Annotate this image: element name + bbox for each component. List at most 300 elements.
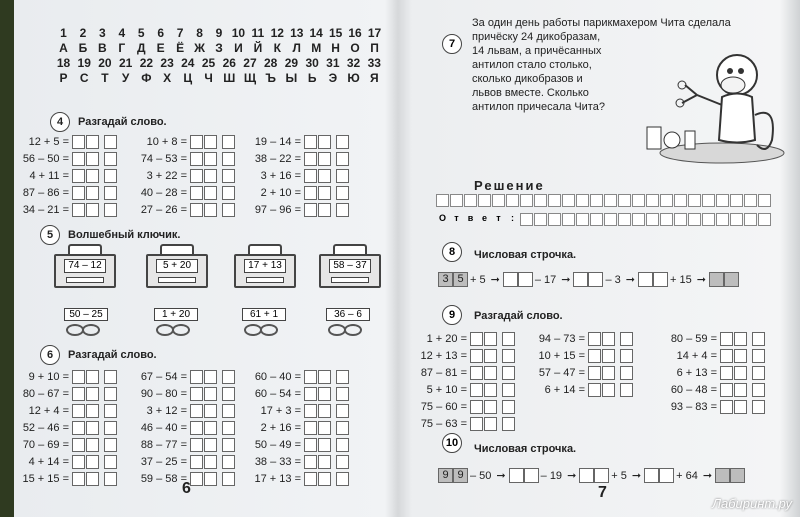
answer-digit-box[interactable]: [304, 169, 317, 183]
answer-digit-box[interactable]: [204, 387, 217, 401]
task4-column-3: [246, 133, 350, 218]
answer-digit-box[interactable]: [588, 366, 601, 380]
letter-box[interactable]: [336, 387, 349, 401]
letter-box[interactable]: [104, 135, 117, 149]
answer-digit-box[interactable]: [304, 438, 317, 452]
equation-row: [530, 330, 634, 347]
equation-row: [14, 184, 118, 201]
result-digit-box[interactable]: [724, 272, 739, 287]
answer-digit-box[interactable]: [318, 387, 331, 401]
grid-cell[interactable]: [576, 194, 589, 207]
alphabet-cell: 32: [346, 56, 361, 70]
task-title: Волшебный ключик.: [68, 229, 181, 241]
answer-digit-box[interactable]: [734, 349, 747, 363]
grid-cell[interactable]: [520, 194, 533, 207]
answer-grid-row: [436, 213, 772, 226]
grid-cell[interactable]: [478, 194, 491, 207]
letter-box[interactable]: [104, 152, 117, 166]
answer-digit-box[interactable]: [484, 366, 497, 380]
grid-cell[interactable]: [590, 213, 603, 226]
grid-cell[interactable]: [716, 213, 729, 226]
answer-digit-box[interactable]: [588, 332, 601, 346]
answer-digit-box[interactable]: [470, 383, 483, 397]
task9-header: [474, 310, 563, 322]
grid-cell[interactable]: [548, 194, 561, 207]
grid-cell[interactable]: [520, 213, 533, 226]
answer-digit-box[interactable]: [304, 421, 317, 435]
letter-box[interactable]: [502, 332, 515, 346]
letter-box[interactable]: [104, 438, 117, 452]
alphabet-cell: 12: [270, 26, 284, 40]
letter-box[interactable]: [336, 472, 349, 486]
grid-cell[interactable]: [534, 194, 547, 207]
letter-box[interactable]: [104, 203, 117, 217]
answer-digit-box[interactable]: [86, 135, 99, 149]
task-number-badge: 5: [40, 225, 60, 245]
key-rings-icon: [66, 324, 106, 336]
equation-row: [530, 347, 634, 364]
grid-cell[interactable]: [660, 194, 673, 207]
grid-cell[interactable]: [744, 213, 757, 226]
grid-cell[interactable]: [702, 213, 715, 226]
start-digit: 9: [438, 468, 453, 483]
letter-box[interactable]: [222, 455, 235, 469]
alphabet-cell: 22: [139, 56, 154, 70]
answer-digit-box[interactable]: [86, 370, 99, 384]
key-tag[interactable]: [320, 308, 376, 338]
letter-box[interactable]: [752, 332, 765, 346]
result-digit-box[interactable]: [524, 468, 539, 483]
grid-cell[interactable]: [506, 194, 519, 207]
letter-box[interactable]: [222, 421, 235, 435]
task8-number-chain: [438, 272, 739, 287]
answer-digit-box[interactable]: [86, 387, 99, 401]
equation-text: 38 – 22 =: [254, 152, 301, 165]
letter-box[interactable]: [502, 349, 515, 363]
answer-digit-box[interactable]: [484, 417, 497, 431]
answer-digit-box[interactable]: [86, 404, 99, 418]
answer-digit-box[interactable]: [720, 400, 733, 414]
answer-digit-box[interactable]: [318, 186, 331, 200]
letter-box[interactable]: [620, 366, 633, 380]
letter-box[interactable]: [502, 383, 515, 397]
letter-box[interactable]: [222, 135, 235, 149]
letter-box[interactable]: [104, 455, 117, 469]
letter-box[interactable]: [752, 366, 765, 380]
answer-digit-box[interactable]: [720, 349, 733, 363]
answer-digit-box[interactable]: [190, 472, 203, 486]
answer-digit-box[interactable]: [72, 169, 85, 183]
padlock: [146, 244, 208, 288]
answer-digit-box[interactable]: [204, 421, 217, 435]
grid-cell[interactable]: [688, 194, 701, 207]
chain-operation: – 19: [540, 469, 563, 482]
grid-cell[interactable]: [562, 194, 575, 207]
alphabet-row2-letters: [54, 71, 384, 86]
answer-digit-box[interactable]: [190, 438, 203, 452]
answer-digit-box[interactable]: [190, 404, 203, 418]
grid-cell[interactable]: [464, 194, 477, 207]
result-digit-box[interactable]: [644, 468, 659, 483]
answer-digit-box[interactable]: [190, 135, 203, 149]
grid-cell[interactable]: [562, 213, 575, 226]
equation-row: [530, 364, 634, 381]
equation-text: 6 + 14 =: [544, 383, 585, 396]
answer-digit-box[interactable]: [304, 455, 317, 469]
letter-box[interactable]: [104, 404, 117, 418]
result-digit-box[interactable]: [730, 468, 745, 483]
answer-digit-box[interactable]: [484, 349, 497, 363]
answer-digit-box[interactable]: [318, 135, 331, 149]
equation-row: [14, 436, 118, 453]
equation-text: 4 + 11 =: [29, 169, 69, 182]
alphabet-cell: Я: [369, 71, 379, 85]
answer-digit-box[interactable]: [304, 152, 317, 166]
result-digit-box[interactable]: [594, 468, 609, 483]
equation-text: 1 + 20 =: [426, 332, 467, 345]
answer-digit-box[interactable]: [86, 455, 99, 469]
answer-digit-box[interactable]: [190, 370, 203, 384]
equation-text: 12 + 4 =: [28, 404, 69, 417]
answer-digit-box[interactable]: [588, 383, 601, 397]
equation-row: [412, 398, 516, 415]
answer-digit-box[interactable]: [86, 421, 99, 435]
letter-box[interactable]: [104, 421, 117, 435]
letter-box[interactable]: [336, 455, 349, 469]
equation-text: 14 + 4 =: [676, 349, 717, 362]
equation-row: [412, 381, 516, 398]
result-digit-box[interactable]: [503, 272, 518, 287]
answer-digit-box[interactable]: [602, 349, 615, 363]
grid-cell[interactable]: [688, 213, 701, 226]
answer-digit-box[interactable]: [204, 152, 217, 166]
answer-digit-box[interactable]: [602, 332, 615, 346]
grid-cell[interactable]: [492, 194, 505, 207]
grid-cell[interactable]: [646, 194, 659, 207]
task6-column-2: [132, 368, 236, 487]
equation-text: 38 – 33 =: [254, 455, 301, 468]
task9-column-1: [412, 330, 516, 432]
task7-number-badge: 7: [442, 34, 462, 54]
grid-cell[interactable]: [436, 194, 449, 207]
letter-box[interactable]: [752, 400, 765, 414]
answer-label-cell: е: [481, 213, 487, 223]
letter-box[interactable]: [336, 203, 349, 217]
result-digit-box[interactable]: [573, 272, 588, 287]
alphabet-cell: 8: [196, 26, 203, 40]
answer-digit-box[interactable]: [484, 383, 497, 397]
result-digit-box[interactable]: [588, 272, 603, 287]
grid-cell[interactable]: [604, 194, 617, 207]
answer-digit-box[interactable]: [204, 455, 217, 469]
letter-box[interactable]: [502, 400, 515, 414]
alphabet-cell: А: [59, 41, 68, 55]
letter-box[interactable]: [104, 169, 117, 183]
result-digit-box[interactable]: [509, 468, 524, 483]
equation-row: [132, 167, 236, 184]
task-title: Числовая строчка.: [474, 443, 577, 455]
letter-box[interactable]: [336, 421, 349, 435]
result-digit-box[interactable]: [715, 468, 730, 483]
letter-box[interactable]: [620, 349, 633, 363]
letter-box[interactable]: [620, 332, 633, 346]
task4-column-2: [132, 133, 236, 218]
equation-row: [662, 347, 766, 364]
ring: [172, 324, 190, 336]
letter-box[interactable]: [752, 349, 765, 363]
answer-digit-box[interactable]: [86, 472, 99, 486]
alphabet-cell: Ф: [141, 71, 152, 85]
equation-row: [662, 398, 766, 415]
answer-label-cell: т: [496, 213, 501, 223]
alphabet-cell: 19: [77, 56, 91, 70]
grid-cell[interactable]: [590, 194, 603, 207]
letter-box[interactable]: [336, 370, 349, 384]
answer-digit-box[interactable]: [204, 370, 217, 384]
grid-cell[interactable]: [632, 194, 645, 207]
answer-digit-box[interactable]: [72, 370, 85, 384]
answer-digit-box[interactable]: [204, 169, 217, 183]
letter-box[interactable]: [104, 387, 117, 401]
equation-text: 12 + 13 =: [420, 349, 467, 362]
letter-box[interactable]: [104, 186, 117, 200]
answer-digit-box[interactable]: [318, 421, 331, 435]
letter-box[interactable]: [336, 404, 349, 418]
equation-row: [132, 184, 236, 201]
key-tag[interactable]: [58, 308, 114, 338]
letter-box[interactable]: [222, 169, 235, 183]
equation-text: 17 + 13 =: [254, 472, 301, 485]
padlock-body: [234, 254, 296, 288]
answer-digit-box[interactable]: [470, 349, 483, 363]
arrow-icon: ➞: [625, 274, 635, 286]
task4-header: [50, 112, 167, 132]
answer-digit-box[interactable]: [72, 135, 85, 149]
answer-digit-box[interactable]: [470, 417, 483, 431]
answer-digit-box[interactable]: [86, 169, 99, 183]
alphabet-cell: В: [98, 41, 107, 55]
task6-header: [40, 345, 157, 365]
answer-digit-box[interactable]: [734, 383, 747, 397]
grid-cell[interactable]: [674, 213, 687, 226]
result-digit-box[interactable]: [579, 468, 594, 483]
grid-cell[interactable]: [548, 213, 561, 226]
grid-cell[interactable]: [632, 213, 645, 226]
answer-digit-box[interactable]: [470, 400, 483, 414]
answer-digit-box[interactable]: [72, 421, 85, 435]
answer-digit-box[interactable]: [304, 186, 317, 200]
answer-digit-box[interactable]: [318, 203, 331, 217]
equation-text: 2 + 16 =: [260, 421, 301, 434]
task10-number-badge: 10: [442, 433, 462, 453]
grid-cell[interactable]: [744, 194, 757, 207]
grid-cell[interactable]: [730, 213, 743, 226]
result-digit-box[interactable]: [709, 272, 724, 287]
letter-box[interactable]: [222, 472, 235, 486]
answer-digit-box[interactable]: [304, 203, 317, 217]
letter-box[interactable]: [336, 438, 349, 452]
answer-digit-box[interactable]: [190, 455, 203, 469]
answer-digit-box[interactable]: [470, 332, 483, 346]
answer-digit-box[interactable]: [204, 135, 217, 149]
answer-digit-box[interactable]: [72, 472, 85, 486]
answer-digit-box[interactable]: [602, 366, 615, 380]
answer-digit-box[interactable]: [72, 404, 85, 418]
answer-digit-box[interactable]: [318, 438, 331, 452]
alphabet-cell: 27: [243, 56, 257, 70]
problem-line: сколько дикобразов и: [472, 73, 583, 85]
task8-number-badge: 8: [442, 242, 462, 262]
answer-digit-box[interactable]: [204, 472, 217, 486]
letter-box[interactable]: [222, 438, 235, 452]
answer-digit-box[interactable]: [484, 332, 497, 346]
answer-digit-box[interactable]: [304, 135, 317, 149]
letter-box[interactable]: [222, 387, 235, 401]
answer-digit-box[interactable]: [204, 203, 217, 217]
letter-box[interactable]: [336, 169, 349, 183]
equation-text: 90 – 80 =: [140, 387, 187, 400]
answer-digit-box[interactable]: [204, 186, 217, 200]
letter-box[interactable]: [222, 404, 235, 418]
arrow-icon: ➞: [561, 274, 571, 286]
letter-box[interactable]: [104, 472, 117, 486]
letter-box[interactable]: [336, 152, 349, 166]
answer-digit-box[interactable]: [204, 404, 217, 418]
answer-digit-box[interactable]: [190, 387, 203, 401]
answer-digit-box[interactable]: [72, 186, 85, 200]
letter-box[interactable]: [222, 186, 235, 200]
grid-cell[interactable]: [758, 213, 771, 226]
alphabet-cell: Л: [292, 41, 301, 55]
answer-digit-box[interactable]: [734, 332, 747, 346]
answer-digit-box[interactable]: [318, 370, 331, 384]
answer-digit-box[interactable]: [734, 400, 747, 414]
answer-digit-box[interactable]: [484, 400, 497, 414]
answer-digit-box[interactable]: [204, 438, 217, 452]
equation-text: 59 – 58 =: [140, 472, 187, 485]
answer-digit-box[interactable]: [318, 455, 331, 469]
answer-digit-box[interactable]: [190, 186, 203, 200]
grid-cell[interactable]: [576, 213, 589, 226]
key-tag[interactable]: [236, 308, 292, 338]
answer-digit-box[interactable]: [304, 370, 317, 384]
answer-digit-box[interactable]: [86, 152, 99, 166]
answer-digit-box[interactable]: [318, 169, 331, 183]
letter-box[interactable]: [502, 366, 515, 380]
answer-digit-box[interactable]: [318, 472, 331, 486]
result-digit-box[interactable]: [518, 272, 533, 287]
answer-digit-box[interactable]: [602, 383, 615, 397]
answer-digit-box[interactable]: [720, 332, 733, 346]
answer-digit-box[interactable]: [86, 186, 99, 200]
answer-digit-box[interactable]: [72, 438, 85, 452]
grid-cell[interactable]: [618, 213, 631, 226]
answer-digit-box[interactable]: [86, 438, 99, 452]
letter-box[interactable]: [104, 370, 117, 384]
answer-digit-box[interactable]: [588, 349, 601, 363]
key-tag[interactable]: [148, 308, 204, 338]
letter-box[interactable]: [752, 383, 765, 397]
answer-digit-box[interactable]: [72, 152, 85, 166]
equation-row: [246, 470, 350, 487]
grid-cell[interactable]: [450, 194, 463, 207]
grid-cell[interactable]: [716, 194, 729, 207]
grid-cell[interactable]: [702, 194, 715, 207]
answer-digit-box[interactable]: [190, 421, 203, 435]
alphabet-cell: И: [234, 41, 243, 55]
answer-digit-box[interactable]: [304, 404, 317, 418]
grid-cell[interactable]: [646, 213, 659, 226]
grid-cell[interactable]: [674, 194, 687, 207]
answer-digit-box[interactable]: [734, 366, 747, 380]
alphabet-cell: Б: [78, 41, 88, 55]
grid-cell[interactable]: [618, 194, 631, 207]
result-digit-box[interactable]: [659, 468, 674, 483]
letter-box[interactable]: [222, 370, 235, 384]
alphabet-cell: Ч: [204, 71, 213, 85]
equation-row: [246, 201, 350, 218]
grid-cell[interactable]: [758, 194, 771, 207]
answer-digit-box[interactable]: [190, 152, 203, 166]
equation-text: 9 + 10 =: [28, 370, 69, 383]
result-digit-box[interactable]: [653, 272, 668, 287]
answer-digit-box[interactable]: [720, 383, 733, 397]
grid-cell[interactable]: [534, 213, 547, 226]
alphabet-cell: 24: [181, 56, 195, 70]
grid-cell[interactable]: [660, 213, 673, 226]
letter-box[interactable]: [222, 152, 235, 166]
key-rings-icon: [244, 324, 284, 336]
letter-box[interactable]: [336, 135, 349, 149]
answer-digit-box[interactable]: [470, 366, 483, 380]
grid-cell[interactable]: [730, 194, 743, 207]
answer-digit-box[interactable]: [318, 152, 331, 166]
equation-text: 40 – 28 =: [140, 186, 187, 199]
answer-digit-box[interactable]: [86, 203, 99, 217]
equation-row: [246, 402, 350, 419]
grid-cell[interactable]: [604, 213, 617, 226]
answer-digit-box[interactable]: [72, 455, 85, 469]
equation-text: 93 – 83 =: [670, 400, 717, 413]
equation-text: 5 + 10 =: [426, 383, 467, 396]
answer-digit-box[interactable]: [318, 404, 331, 418]
alphabet-cell: Х: [163, 71, 172, 85]
equation-row: [412, 347, 516, 364]
letter-box[interactable]: [336, 186, 349, 200]
result-digit-box[interactable]: [638, 272, 653, 287]
alphabet-cell: 14: [309, 26, 323, 40]
answer-digit-box[interactable]: [190, 203, 203, 217]
answer-digit-box[interactable]: [72, 203, 85, 217]
task10-number-chain: [438, 468, 745, 483]
answer-digit-box[interactable]: [304, 387, 317, 401]
letter-box[interactable]: [502, 417, 515, 431]
equation-text: 10 + 8 =: [146, 135, 187, 148]
equation-row: [530, 381, 634, 398]
answer-digit-box[interactable]: [72, 387, 85, 401]
answer-digit-box[interactable]: [190, 169, 203, 183]
answer-digit-box[interactable]: [304, 472, 317, 486]
task-title: Числовая строчка.: [474, 249, 577, 261]
alphabet-cell: Э: [328, 71, 338, 85]
padlock-body: [54, 254, 116, 288]
letter-box[interactable]: [222, 203, 235, 217]
answer-digit-box[interactable]: [720, 366, 733, 380]
alphabet-row1-letters: [54, 41, 384, 56]
task-title: Разгадай слово.: [78, 116, 167, 128]
letter-box[interactable]: [620, 383, 633, 397]
answer-label-cell: :: [511, 213, 514, 223]
